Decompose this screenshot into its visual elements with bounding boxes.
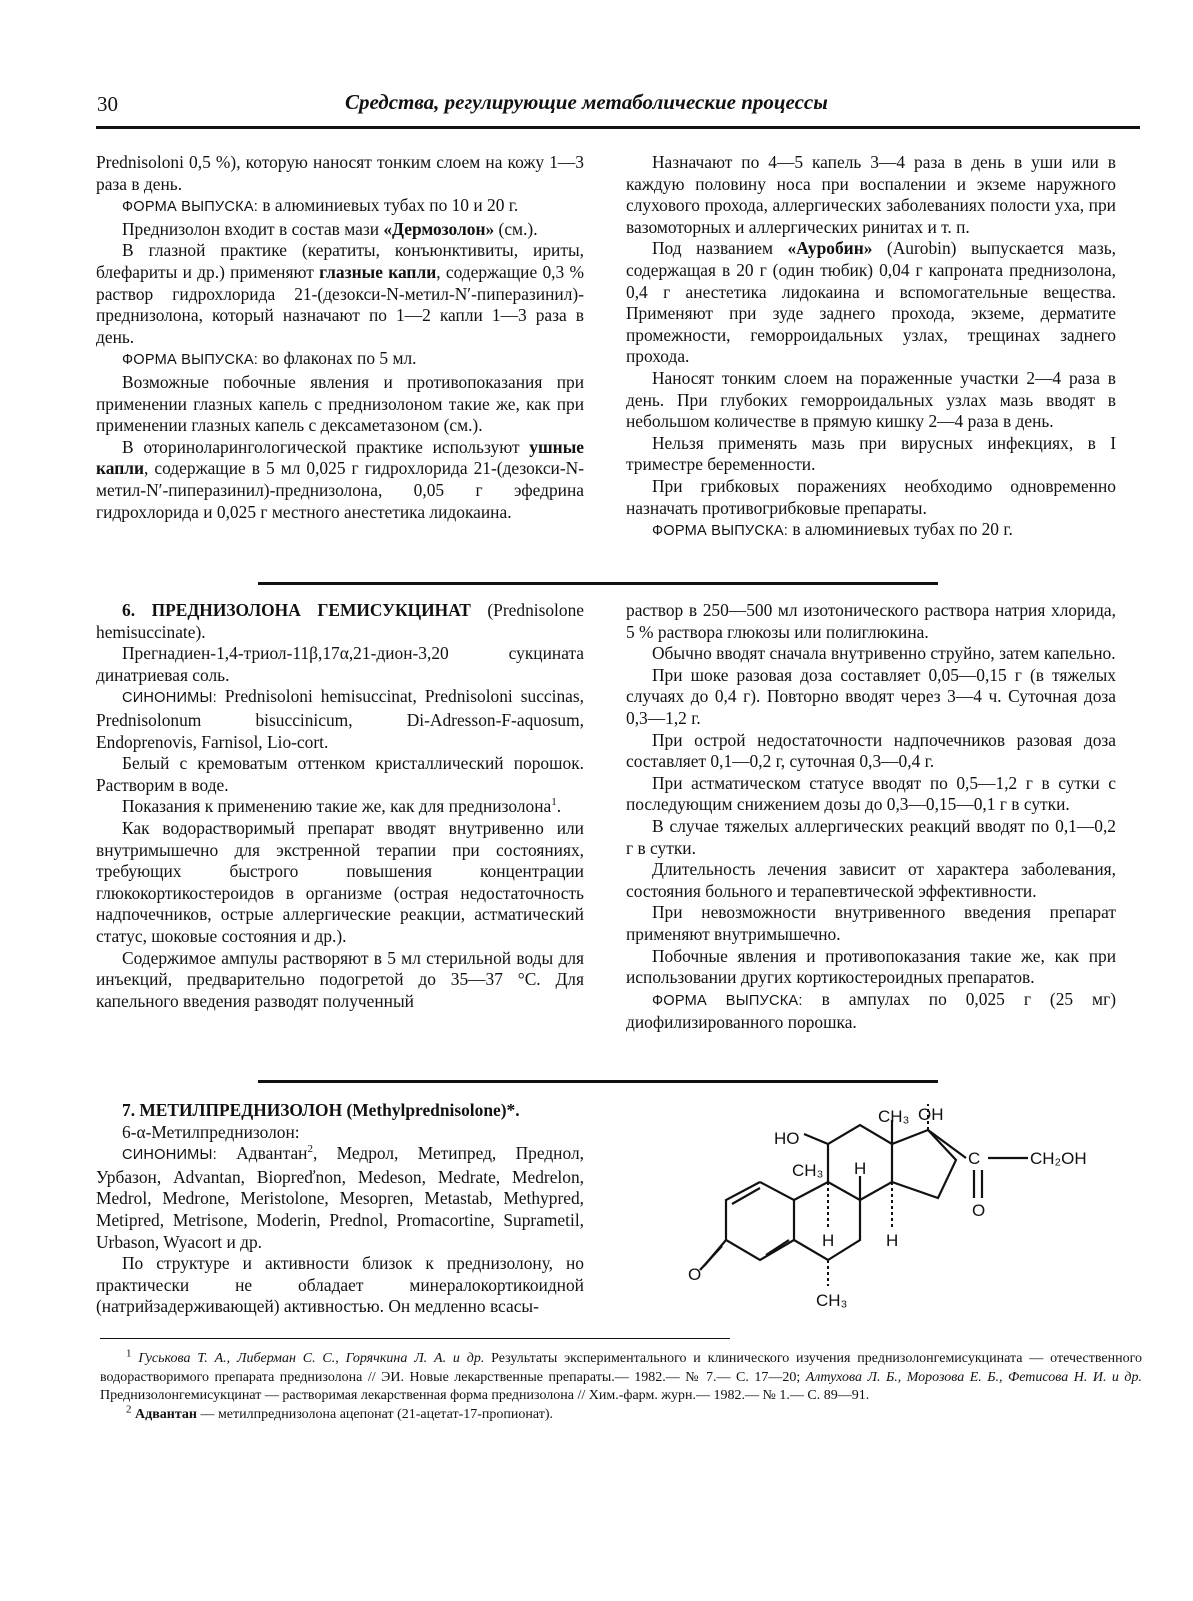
methylprednisolone-structure-diagram bbox=[680, 1100, 1120, 1330]
ch2oh-label: CH₂OH bbox=[1030, 1149, 1087, 1168]
footnote bbox=[100, 1402, 1142, 1425]
paragraph: Нельзя применять мазь при вирусных инфекциях, в I триместре беременности. bbox=[626, 432, 1116, 475]
ch3-mid-label: CH₃ bbox=[792, 1161, 824, 1180]
running-title: Средства, регулирующие метаболические процессы bbox=[345, 90, 828, 114]
section-7-left bbox=[96, 1100, 584, 1318]
ch3-bottom-label: CH₃ bbox=[816, 1291, 848, 1310]
paragraph-text: Prednisoloni hemisuccinat, Prednisoloni succinas, Prednisolonum bisuccinicum, Di-Adresson-F-aquosum, Endoprenovis, Farnisol, Lio-cort. bbox=[96, 686, 584, 752]
paragraph: При астматическом статусе вводят по 0,5—1,2 г в сутки с последующим снижением дозы до 0,3—0,15—0,1 г в сутки. bbox=[626, 772, 1116, 815]
paragraph-text: во флаконах по 5 мл. bbox=[258, 348, 417, 369]
footnote-number: 1 bbox=[126, 1347, 132, 1360]
paragraph: Побочные явления и противопоказания такие же, как при использовании других кортикостероидных препаратов. bbox=[626, 945, 1116, 988]
h-label: H bbox=[886, 1231, 899, 1250]
ho-label: HO bbox=[774, 1129, 800, 1148]
paragraph-text: В глазной практике (кератиты, конъюнктивиты, ириты, блефариты и др.) применяют bbox=[96, 240, 584, 282]
paragraph: Белый с кремоватым оттенком кристаллический порошок. Растворим в воде. bbox=[96, 753, 584, 795]
section-6-left bbox=[96, 600, 584, 1012]
oh-top-label: OH bbox=[918, 1105, 944, 1124]
section-divider bbox=[258, 1080, 938, 1083]
paragraph-text: , содержащие 0,3 % раствор гидрохлорида 21-(дезокси-N-метил-N′-пиперазинил)-преднизолона, который назначают по 1—2 капли 1—3 раза в день. bbox=[96, 261, 584, 347]
bold-term: глазные капли bbox=[319, 261, 437, 282]
paragraph: Как водорастворимый препарат вводят внутривенно или внутримышечно для экстренной терапии при состояниях, требующих быстрого повышения концентрации глюкокортикостероидов в организме (острая недостаточность надпочечников, острые аллергические реакции, астматический статус, шоковые состояния и др.). bbox=[96, 817, 584, 946]
footnotes bbox=[100, 1347, 1142, 1424]
footnote-authors: Алтухова Л. Б., Морозова Е. Б., Фетисова Н. И. и др. bbox=[805, 1369, 1142, 1385]
paragraph: В случае тяжелых аллергических реакций вводят по 0,1—0,2 г в сутки. bbox=[626, 815, 1116, 858]
paragraph: Prednisoloni 0,5 %), которую наносят тонким слоем на кожу 1—3 раза в день. bbox=[96, 152, 584, 194]
paragraph: Обычно вводят сначала внутривенно струйно, затем капельно. bbox=[652, 643, 1116, 664]
section-heading bbox=[96, 600, 584, 643]
paragraph bbox=[96, 219, 584, 241]
right-column-top bbox=[626, 152, 1116, 543]
paragraph: Содержимое ампулы растворяют в 5 мл стерильной воды для инъекций, предварительно подогретой до 35—37 °С. Для капельного введения разводят полученный bbox=[96, 947, 584, 1011]
paragraph-text: Преднизолон входит в состав мази bbox=[122, 218, 384, 239]
paragraph-text: . bbox=[556, 796, 562, 817]
paragraph: Длительность лечения зависит от характера заболевания, состояния больного и терапевтической эффективности. bbox=[626, 859, 1116, 901]
paragraph bbox=[96, 796, 584, 818]
section-6-right bbox=[626, 600, 1116, 1034]
synonyms-label: СИНОНИМЫ: bbox=[122, 1147, 217, 1164]
paragraph bbox=[96, 686, 584, 753]
paragraph bbox=[96, 437, 584, 523]
paragraph-text: , содержащие в 5 мл 0,025 г гидрохлорида 21-(дезокси-N-метил-N′-пиперазинил)-преднизолона, 0,05 г эфедрина гидрохлорида и 0,025 г местного анестетика лидокаина. bbox=[96, 458, 584, 522]
footnote-text: Преднизолонгемисукцинат — растворимая лекарственная форма преднизолона // Хим.-фарм. журн.— 1982.— № 1.— С. 89—91. bbox=[100, 1388, 870, 1403]
paragraph: Возможные побочные явления и противопоказания при применении глазных капель с преднизолоном такие же, как при применении глазных капель с дексаметазоном (см.). bbox=[96, 371, 584, 436]
paragraph bbox=[96, 348, 584, 372]
paragraph: При грибковых поражениях необходимо одновременно назначать противогрибковые препараты. bbox=[626, 475, 1116, 518]
ring-o-label: O bbox=[688, 1265, 702, 1284]
left-column-top bbox=[96, 152, 584, 523]
footnote bbox=[100, 1347, 1142, 1406]
paragraph: Наносят тонким слоем на пораженные участки 2—4 раза в день. При глубоких геморроидальных узлах мазь вводят в небольшом количестве в прямую кишку 2—4 раза в день. bbox=[626, 367, 1116, 432]
ch3-top-label: CH₃ bbox=[878, 1107, 910, 1126]
paragraph-text: , Медрол, Метипред, Преднол, Урбазон, Advantan, Biopreďnon, Medeson, Medrate, Medrelon, Medrol, Medrone, Meristolone, Mesopren, Metastab, Methypred, Metipred, Metrisone, Moderin, Prednol, Promacortine, Suprametil, Urbason, Wyacort и др. bbox=[96, 1143, 584, 1252]
paragraph bbox=[626, 519, 1116, 543]
c-label: C bbox=[968, 1149, 981, 1168]
paragraph: По структуре и активности близок к преднизолону, но практически не обладает минералокортикоидной (натрийзадерживающей) активностью. Он медленно всасы- bbox=[96, 1253, 584, 1317]
h-label: H bbox=[854, 1159, 867, 1178]
footnote-authors: Гуськова Т. А., Либерман С. С., Горячкина Л. А. и др. bbox=[138, 1351, 485, 1366]
bold-term: ушные капли bbox=[96, 436, 584, 479]
paragraph-text: в алюминиевых тубах по 10 и 20 г. bbox=[258, 195, 519, 216]
form-label: ФОРМА ВЫПУСКА: bbox=[122, 352, 259, 369]
footnote-text: — метилпреднизолона ацепонат (21-ацетат-17-пропионат). bbox=[196, 1406, 553, 1422]
paragraph-text: Адвантан bbox=[216, 1143, 308, 1164]
footnote-rule bbox=[100, 1338, 730, 1339]
paragraph-text: в ампулах по 0,025 г (25 мг) диофилизированного порошка. bbox=[626, 988, 1116, 1033]
paragraph: При невозможности внутривенного введения препарат применяют внутримышечно. bbox=[626, 902, 1116, 944]
form-label: ФОРМА ВЫПУСКА: bbox=[652, 523, 789, 540]
footnote-ref: 1 bbox=[551, 796, 557, 809]
header-rule bbox=[96, 126, 1140, 129]
footnote-term: Адвантан bbox=[135, 1406, 197, 1422]
heading-text: 6. ПРЕДНИЗОЛОНА ГЕМИСУКЦИНАТ bbox=[122, 600, 471, 620]
footnote-text: Результаты экспериментального и клинического изучения преднизолонгемисукцината — отечественного водорастворимого препарата преднизолона // ЭИ. Новые лекарственные препараты.— 1982.— № 7.— С. 17—20; bbox=[100, 1351, 1142, 1385]
paragraph: При шоке разовая доза составляет 0,05—0,15 г (в тяжелых случаях до 0,4 г). Повторно вводят через 3—4 ч. Суточная доза 0,3—1,2 г. bbox=[626, 664, 1116, 728]
paragraph bbox=[626, 989, 1116, 1034]
paragraph bbox=[96, 195, 584, 219]
form-label: ФОРМА ВЫПУСКА: bbox=[122, 199, 259, 216]
paragraph-text: В оториноларингологической практике используют bbox=[122, 436, 530, 457]
form-label: ФОРМА ВЫПУСКА: bbox=[652, 992, 803, 1009]
section-divider bbox=[258, 582, 938, 585]
paragraph-text: (см.). bbox=[494, 218, 538, 239]
paragraph: При острой недостаточности надпочечников разовая доза составляет 0,1—0,2 г, суточная 0,3—0,4 г. bbox=[626, 729, 1116, 772]
page-number: 30 bbox=[97, 92, 118, 116]
paragraph-text: Под названием bbox=[652, 238, 788, 259]
synonyms-label: СИНОНИМЫ: bbox=[122, 690, 217, 707]
stereo-bonds bbox=[828, 1104, 928, 1286]
paragraph: Прегнадиен-1,4-триол-11β,17α,21-дион-3,20 сукцината динатриевая соль. bbox=[96, 643, 584, 685]
paragraph bbox=[626, 238, 1116, 368]
paragraph bbox=[96, 1143, 584, 1253]
bold-term: «Дермозолон» bbox=[383, 218, 495, 239]
paragraph: Назначают по 4—5 капель 3—4 раза в день в уши или в каждую половину носа при воспалении и экземе наружного слухового прохода, аллергических заболеваниях полости уха, при вазомоторных и аллергических ринитах и т. п. bbox=[626, 152, 1116, 237]
h-label: H bbox=[822, 1231, 835, 1250]
footnote-number: 2 bbox=[126, 1402, 132, 1415]
paragraph-text: в алюминиевых тубах по 20 г. bbox=[788, 519, 1013, 540]
paragraph: раствор в 250—500 мл изотонического раствора натрия хлорида, 5 % раствора глюкозы или полиглюкина. bbox=[626, 600, 1116, 642]
section-heading: 7. МЕТИЛПРЕДНИЗОЛОН (Methylprednisolone)*. bbox=[122, 1100, 520, 1120]
paragraph-text: Показания к применению такие же, как для преднизолона bbox=[122, 796, 552, 817]
heading-latin: (Prednisolone hemisuccinate). bbox=[96, 600, 584, 642]
paragraph bbox=[96, 240, 584, 348]
footnote-ref: 2 bbox=[307, 1143, 313, 1156]
paragraph-text: (Aurobin) выпускается мазь, содержащая в 20 г (один тюбик) 0,04 г капроната преднизолона, 0,4 г анестетика лидокаина и вспомогательные вещества. Применяют при зуде заднего прохода, экземе, дерматите промежности, геморроидальных узлах, трещинах заднего прохода. bbox=[626, 238, 1116, 367]
bold-term: «Ауробин» bbox=[787, 238, 873, 259]
keto-o-label: O bbox=[972, 1201, 986, 1220]
ring-bonds bbox=[700, 1120, 1028, 1270]
paragraph: 6-α-Метилпреднизолон: bbox=[122, 1121, 300, 1142]
